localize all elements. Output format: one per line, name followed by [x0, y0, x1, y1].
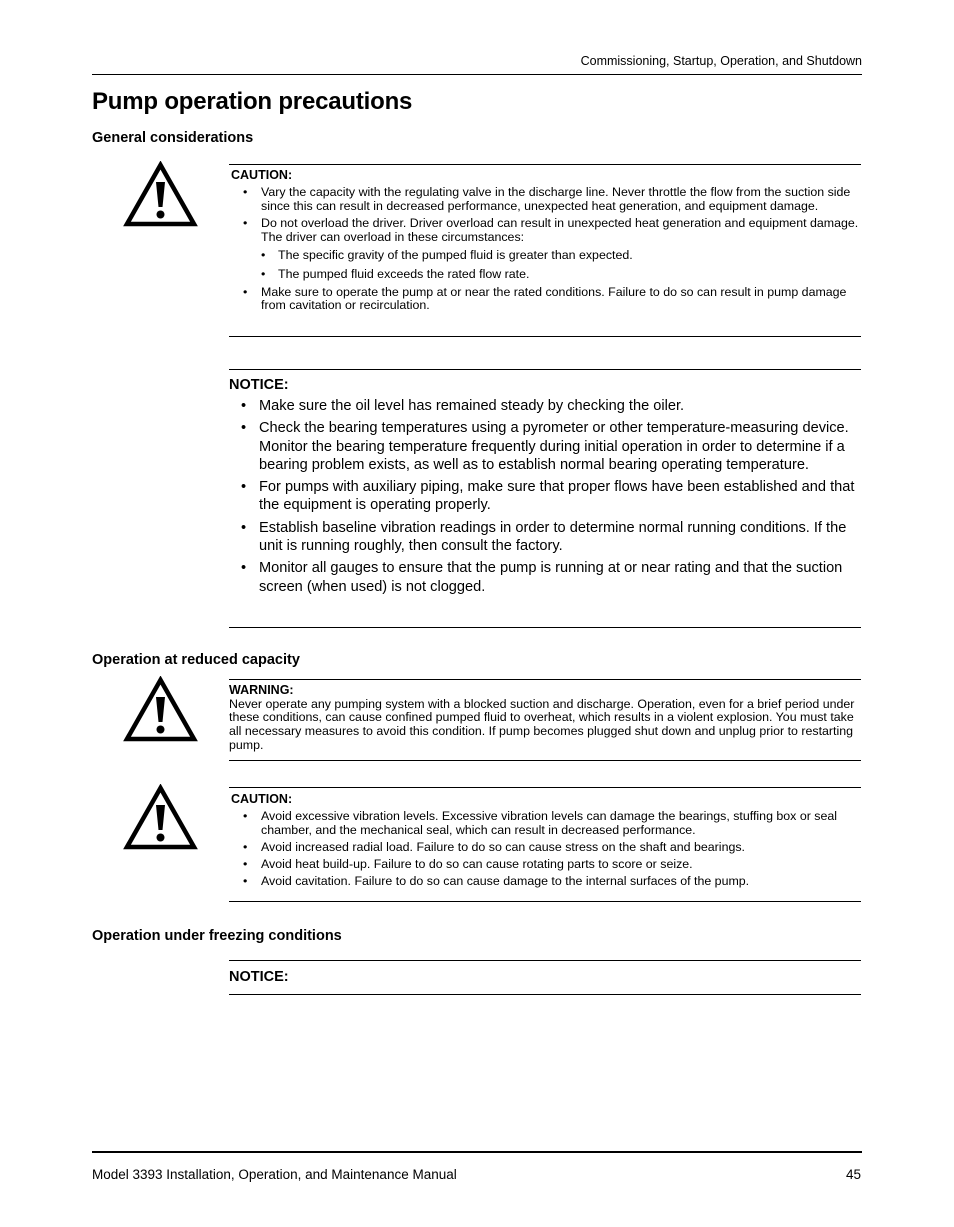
list-item: • Make sure to operate the pump at or near the rated conditions. Failure to do so can result in pump damage from cavitation or recirculation. — [231, 286, 861, 313]
list-item: • Avoid increased radial load. Failure to do so can cause stress on the shaft and bearings. — [231, 841, 861, 855]
warning-text: Never operate any pumping system with a blocked suction and discharge. Operation, even for a brief period under these conditions, can cause confined pumped fluid to overheat, which results in a violent explosion. You must take all necessary measures to avoid this condition. If pump becomes plugged shut down and unplug prior to restarting pump. — [229, 696, 855, 752]
warning-box-bottom-rule — [229, 760, 861, 761]
list-item: • For pumps with auxiliary piping, make sure that proper flows have been established and that the equipment is operating properly. — [229, 478, 861, 514]
notice-box-top-rule — [229, 369, 861, 370]
header-rule — [92, 74, 862, 75]
footer-manual-title: Model 3393 Installation, Operation, and Maintenance Manual — [92, 1167, 457, 1182]
notice-label: NOTICE: — [229, 969, 289, 985]
caution-label: CAUTION: — [231, 168, 293, 182]
caution-box-general — [231, 168, 861, 317]
caution-list — [231, 186, 861, 313]
footer-rule — [92, 1151, 862, 1153]
warning-box — [229, 684, 859, 753]
caution-label: CAUTION: — [231, 792, 293, 806]
caution-box-top-rule — [229, 787, 861, 788]
caution-box-top-rule — [229, 164, 861, 165]
page-number: 45 — [845, 1167, 861, 1182]
sub-list-item: • The specific gravity of the pumped fluid is greater than expected. — [261, 249, 861, 263]
sub-list-item: • The pumped fluid exceeds the rated flow rate. — [261, 268, 861, 282]
section-heading-general: General considerations — [92, 130, 254, 146]
warning-triangle-icon — [123, 676, 198, 742]
list-item: • Avoid cavitation. Failure to do so can cause damage to the internal surfaces of the pump. — [231, 875, 861, 889]
notice-box-top-rule — [229, 960, 861, 961]
list-item: • Check the bearing temperatures using a pyrometer or other temperature-measuring device. Monitor the bearing temperature frequently during initial operation in order to determine if a bearing problem exists, as well as to establish normal bearing operating temperature. — [229, 419, 861, 474]
list-item: • Avoid excessive vibration levels. Excessive vibration levels can damage the bearings, stuffing box or seal chamber, and the mechanical seal, which can result in decreased performance. — [231, 810, 861, 837]
notice-label: NOTICE: — [229, 377, 289, 393]
notice-list — [229, 397, 861, 596]
caution-list — [231, 810, 861, 889]
list-item: • Avoid heat build-up. Failure to do so can cause rotating parts to score or seize. — [231, 858, 861, 872]
caution-box-reduced — [231, 792, 861, 893]
caution-box-bottom-rule — [229, 336, 861, 337]
page-title: Pump operation precautions — [92, 88, 413, 115]
caution-box-bottom-rule — [229, 901, 861, 902]
warning-triangle-icon — [123, 161, 198, 227]
notice-box-general — [229, 377, 861, 600]
warning-box-top-rule — [229, 679, 861, 680]
sub-list — [261, 249, 861, 281]
warning-label: WARNING: — [229, 683, 294, 697]
list-item: • Monitor all gauges to ensure that the pump is running at or near rating and that the suction screen (when used) is not clogged. — [229, 559, 861, 595]
running-header: Commissioning, Startup, Operation, and Shutdown — [580, 54, 862, 68]
notice-box-bottom-rule — [229, 627, 861, 628]
notice-box-bottom-rule — [229, 994, 861, 995]
list-item: • Make sure the oil level has remained steady by checking the oiler. — [229, 397, 861, 415]
list-item: • Establish baseline vibration readings in order to determine normal running conditions. If the unit is running roughly, then consult the factory. — [229, 519, 861, 555]
section-heading-reduced: Operation at reduced capacity — [92, 652, 300, 668]
warning-triangle-icon — [123, 784, 198, 850]
list-item: • Vary the capacity with the regulating valve in the discharge line. Never throttle the flow from the suction side since this can result in decreased performance, unexpected heat generation, and equipment damage. — [231, 186, 861, 213]
section-heading-freezing: Operation under freezing conditions — [92, 928, 342, 944]
list-item: • Do not overload the driver. Driver overload can result in unexpected heat generation and equipment damage. The driver can overload in these circumstances: • The specific gravity of the pumped fluid is greater than expected. • The pumped fluid exceeds the rated flow rate. — [231, 217, 861, 281]
